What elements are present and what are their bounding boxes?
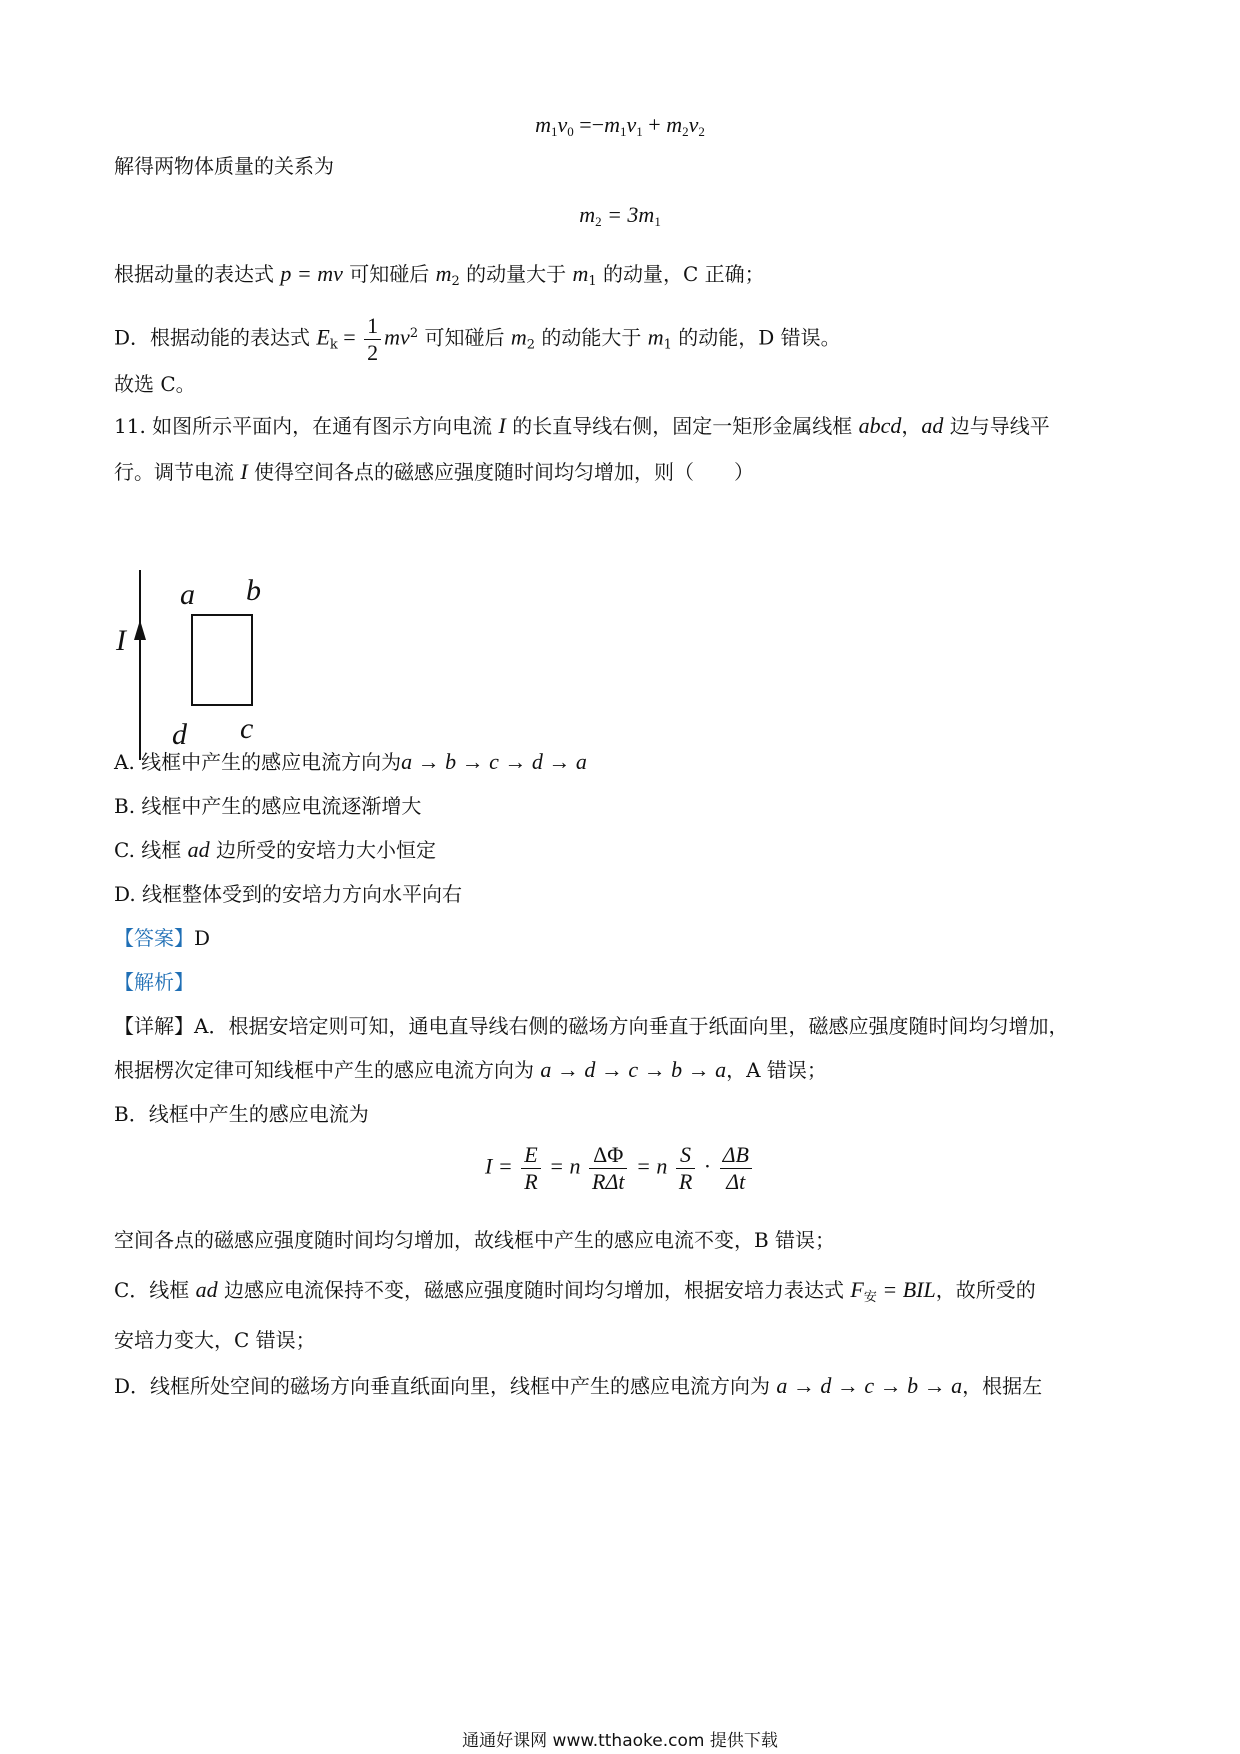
wire-loop-figure (100, 560, 300, 770)
kinetic-energy-line: D．根据动能的表达式 $E_k$ = $\frac{1}{2}$ $mv^2$ 可知碰后 $m_2$ 的动能大于 $m_1$ 的动能，D 错误。 (114, 312, 841, 365)
question-11-line-2: 行。调节电流 I 使得空间各点的磁感应强度随时间均匀增加，则（ ） (114, 459, 755, 484)
option-c: C. 线框 ad 边所受的安培力大小恒定 (114, 837, 437, 862)
figure-label-b: b (246, 574, 261, 607)
momentum-line: 根据动量的表达式 p = mv 可知碰后 $m_2$ 的动量大于 $m_1$ 的动量，C 正确； (114, 261, 765, 289)
figure-label-I: I (116, 624, 126, 657)
induced-current-equation: I = $\frac{E}{R}$ = n $\frac{\Delta\Phi}{\text{RΔt}}$ = n $\frac{S}{R}$ · $\frac{\Delta B}{\Delta t}$ (0, 1142, 1240, 1195)
detail-line-4: 空间各点的磁感应强度随时间均匀增加，故线框中产生的感应电流不变，B 错误； (114, 1228, 836, 1252)
figure-label-d: d (172, 718, 187, 751)
detail-line-2: 根据楞次定律可知线框中产生的感应电流方向为 a → d → c → b → a，A 错误； (114, 1057, 827, 1082)
choose-c-text: 故选 C。 (114, 372, 196, 396)
detail-line-7: D．线框所处空间的磁场方向垂直纸面向里，线框中产生的感应电流方向为 a → d → c → b → a，根据左 (114, 1373, 1043, 1398)
momentum-equation: $m_1v_0 =-m_1v_1 + m_2v_2$ (535, 112, 705, 139)
page-footer: 通通好课网 www.tthaoke.com 提供下载 (462, 1731, 778, 1751)
figure-label-a: a (180, 578, 195, 611)
mass-equation: $m_2 = 3m_1$ (579, 202, 661, 229)
detail-line-5: C．线框 ad 边感应电流保持不变，磁感应强度随时间均匀增加，根据安培力表达式 $F_安$ = BIL，故所受的 (114, 1277, 1036, 1305)
answer-line (114, 924, 210, 952)
rectangular-loop (192, 615, 252, 705)
detail-line-3: B．线框中产生的感应电流为 (114, 1102, 369, 1126)
current-arrow-icon (134, 620, 146, 640)
option-a: A. 线框中产生的感应电流方向为a → b → c → d → a (114, 749, 587, 774)
option-d: D. 线框整体受到的安培力方向水平向右 (114, 882, 463, 906)
option-b: B. 线框中产生的感应电流逐渐增大 (114, 794, 422, 818)
analysis-label: 【解析】 (114, 970, 194, 994)
question-11-line-1: 11. 如图所示平面内，在通有图示方向电流 I 的长直导线右侧，固定一矩形金属线框 abcd，ad 边与导线平 (114, 413, 1050, 438)
half-fraction: $\frac{1}{2}$ (364, 313, 381, 366)
detail-line-1: 【详解】A．根据安培定则可知，通电直导线右侧的磁场方向垂直于纸面向里，磁感应强度随时间均匀增加， (114, 1014, 1069, 1038)
detail-line-6: 安培力变大，C 错误； (114, 1328, 316, 1352)
answer-value: D (194, 926, 211, 950)
mass-relation-text: 解得两物体质量的关系为 (114, 154, 334, 178)
answer-label: 【答案】 (114, 926, 194, 950)
figure-label-c: c (240, 712, 254, 745)
